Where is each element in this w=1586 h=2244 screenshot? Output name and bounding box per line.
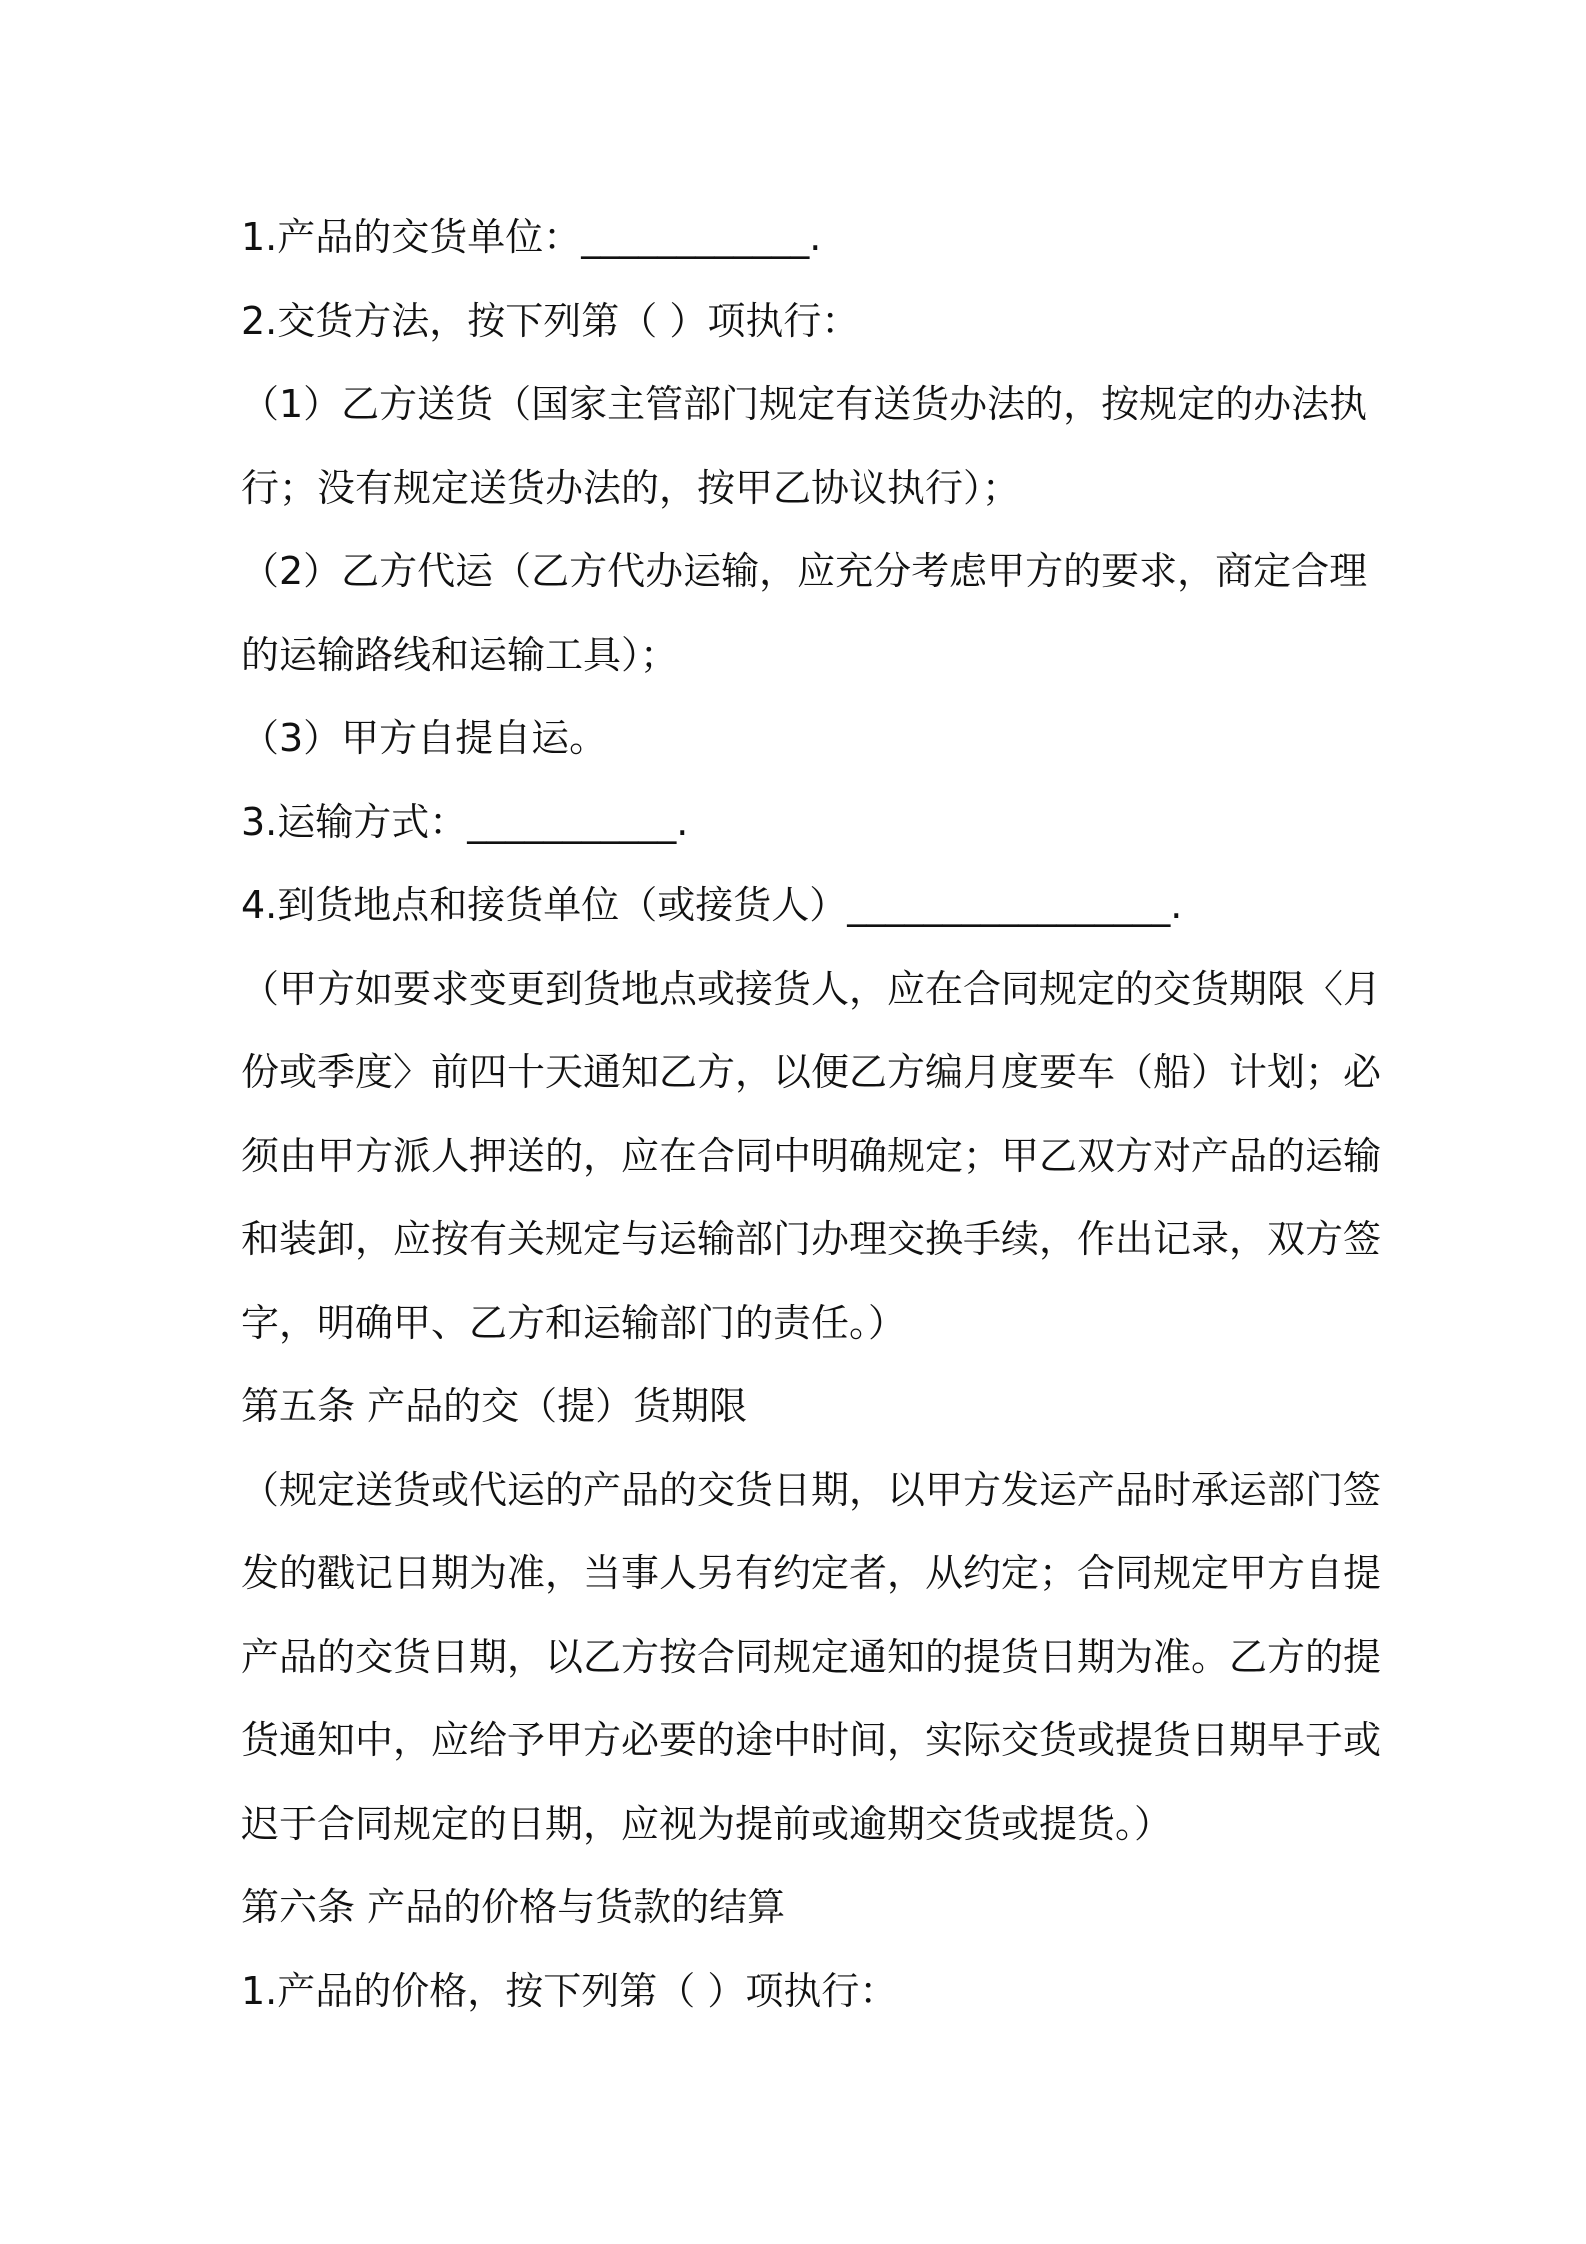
text-line-article-5e: 迟于合同规定的日期，应视为提前或逾期交货或提货。） bbox=[241, 1801, 1173, 1846]
text-line-arrival-place: 4.到货地点和接货单位（或接货人）_________________. bbox=[241, 883, 1183, 927]
text-line-note-b: 份或季度〉前四十天通知乙方，以便乙方编月度要车（船）计划；必 bbox=[241, 1050, 1382, 1094]
section-heading-article-5: 第五条 产品的交（提）货期限 bbox=[241, 1384, 748, 1428]
text-line-note-a: （甲方如要求变更到货地点或接货人，应在合同规定的交货期限〈月 bbox=[241, 966, 1382, 1011]
text-line-delivery-unit: 1.产品的交货单位：____________. bbox=[241, 215, 822, 259]
text-line-delivery-method: 2.交货方法，按下列第（ ）项执行： bbox=[241, 298, 860, 343]
document-body bbox=[241, 196, 1382, 2033]
text-line-transport-mode: 3.运输方式：___________. bbox=[241, 799, 689, 844]
text-line-article-5c: 产品的交货日期，以乙方按合同规定通知的提货日期为准。乙方的提 bbox=[241, 1634, 1382, 1679]
text-line-price-method: 1.产品的价格，按下列第（ ）项执行： bbox=[241, 1968, 898, 2013]
text-line-note-d: 和装卸，应按有关规定与运输部门办理交换手续，作出记录，双方签 bbox=[241, 1217, 1382, 1261]
text-line-option-2b: 的运输路线和运输工具）； bbox=[241, 632, 679, 677]
text-line-option-3: （3）甲方自提自运。 bbox=[241, 716, 608, 760]
section-heading-article-6: 第六条 产品的价格与货款的结算 bbox=[241, 1885, 786, 1929]
text-line-note-c: 须由甲方派人押送的，应在合同中明确规定；甲乙双方对产品的运输 bbox=[241, 1133, 1382, 1178]
text-line-option-1b: 行；没有规定送货办法的，按甲乙协议执行）； bbox=[241, 465, 1021, 510]
text-line-note-e: 字，明确甲、乙方和运输部门的责任。） bbox=[241, 1300, 907, 1345]
text-line-article-5d: 货通知中，应给予甲方必要的途中时间，实际交货或提货日期早于或 bbox=[241, 1718, 1382, 1762]
text-line-option-1a: （1）乙方送货（国家主管部门规定有送货办法的，按规定的办法执 bbox=[241, 382, 1368, 426]
text-line-article-5b: 发的戳记日期为准，当事人另有约定者，从约定；合同规定甲方自提 bbox=[241, 1551, 1382, 1595]
text-line-option-2a: （2）乙方代运（乙方代办运输，应充分考虑甲方的要求，商定合理 bbox=[241, 549, 1368, 593]
text-line-article-5a: （规定送货或代运的产品的交货日期，以甲方发运产品时承运部门签 bbox=[241, 1467, 1382, 1512]
